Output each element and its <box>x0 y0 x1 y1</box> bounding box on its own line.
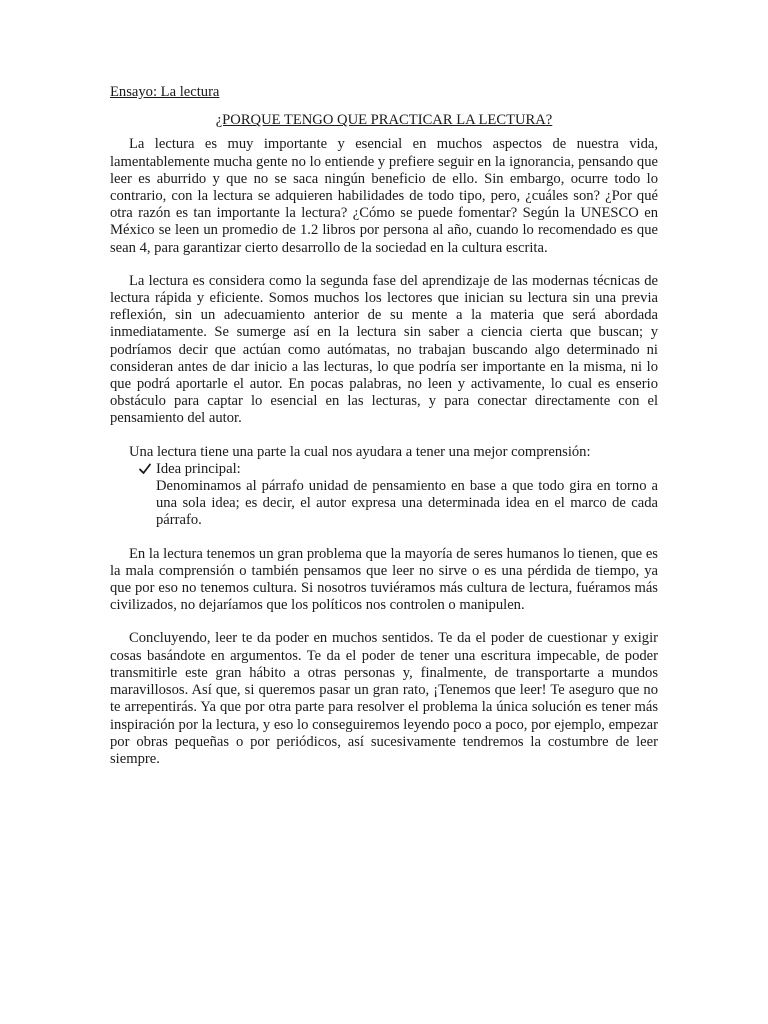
list-item-body: Denominamos al párrafo unidad de pensamiento en base a que todo gira en torno a una sola idea; es decir, el autor expresa una determinada idea en el marco de cada párrafo. <box>156 478 658 529</box>
bullet-list <box>110 461 658 530</box>
paragraph-3: Una lectura tiene una parte la cual nos ayudara a tener una mejor comprensión: <box>129 443 591 460</box>
document-heading: Ensayo: La lectura <box>110 84 220 100</box>
paragraph-2: La lectura es considera como la segunda fase del aprendizaje de las modernas técnicas de lectura rápida y eficiente. Somos muchos los lectores que inician su lectura sin una previa reflexión, sin un adecuamiento anterior de su mente a la materia que será abordada inmediatamente. Se sumerge así en la lectura sin saber a ciencia cierta que buscan; y podríamos decir que actúan como autómatas, no trabajan buscando algo determinado ni consideran antes de dar inicio a las lecturas, lo que podría ser importante en la misma, ni lo que podrá aportarle el autor. En pocas palabras, no leen y activamente, lo cual es enserio obstáculo para captar lo esencial en las lecturas, y para conectar directamente con el pensamiento del autor. <box>110 272 658 427</box>
paragraph-5: Concluyendo, leer te da poder en muchos sentidos. Te da el poder de cuestionar y exigir cosas basándote en argumentos. Te da el poder de tener una escritura impecable, de poder transmitirle este gran hábito a otras personas y, finalmente, de transportarte a mundos maravillosos. Así que, si queremos pasar un gran rato, ¡Tenemos que leer! Te aseguro que no te arrepentirás. Ya que por otra parte para resolver el problema la única solución es tener más inspiración por la lectura, y eso lo conseguiremos leyendo poco a poco, por ejemplo, empezar por obras pequeñas o por periódicos, así sucesivamente tendremos la costumbre de leer siempre. <box>110 630 658 767</box>
list-item <box>110 461 658 530</box>
paragraph-1: La lectura es muy importante y esencial en muchos aspectos de nuestra vida, lamentablemente mucha gente no lo entiende y prefiere seguir en la ignorancia, pensando que leer es aburrido y que no se saca ningún beneficio de ello. Sin embargo, ocurre todo lo contrario, con la lectura se adquieren habilidades de todo tipo, pero, ¿cuáles son? ¿Por qué otra razón es tan importante la lectura? ¿Cómo se puede fomentar? Según la UNESCO en México se leen un promedio de 1.2 libros por persona al año, cuando lo recomendado es que sean 4, para garantizar cierto desarrollo de la sociedad en la cultura escrita. <box>110 136 658 256</box>
paragraph-4: En la lectura tenemos un gran problema que la mayoría de seres humanos lo tienen, que es la mala comprensión o también pensamos que leer no sirve o es una pérdida de tiempo, ya que por eso no tenemos cultura. Si nosotros tuviéramos más cultura de lectura, fuéramos más civilizados, no dejaríamos que los políticos nos controlen o manipulen. <box>110 545 658 614</box>
list-item-label: Idea principal: <box>156 460 241 477</box>
document-page <box>110 84 658 784</box>
checkmark-icon <box>139 463 151 475</box>
document-title: ¿PORQUE TENGO QUE PRACTICAR LA LECTURA? <box>215 112 553 129</box>
